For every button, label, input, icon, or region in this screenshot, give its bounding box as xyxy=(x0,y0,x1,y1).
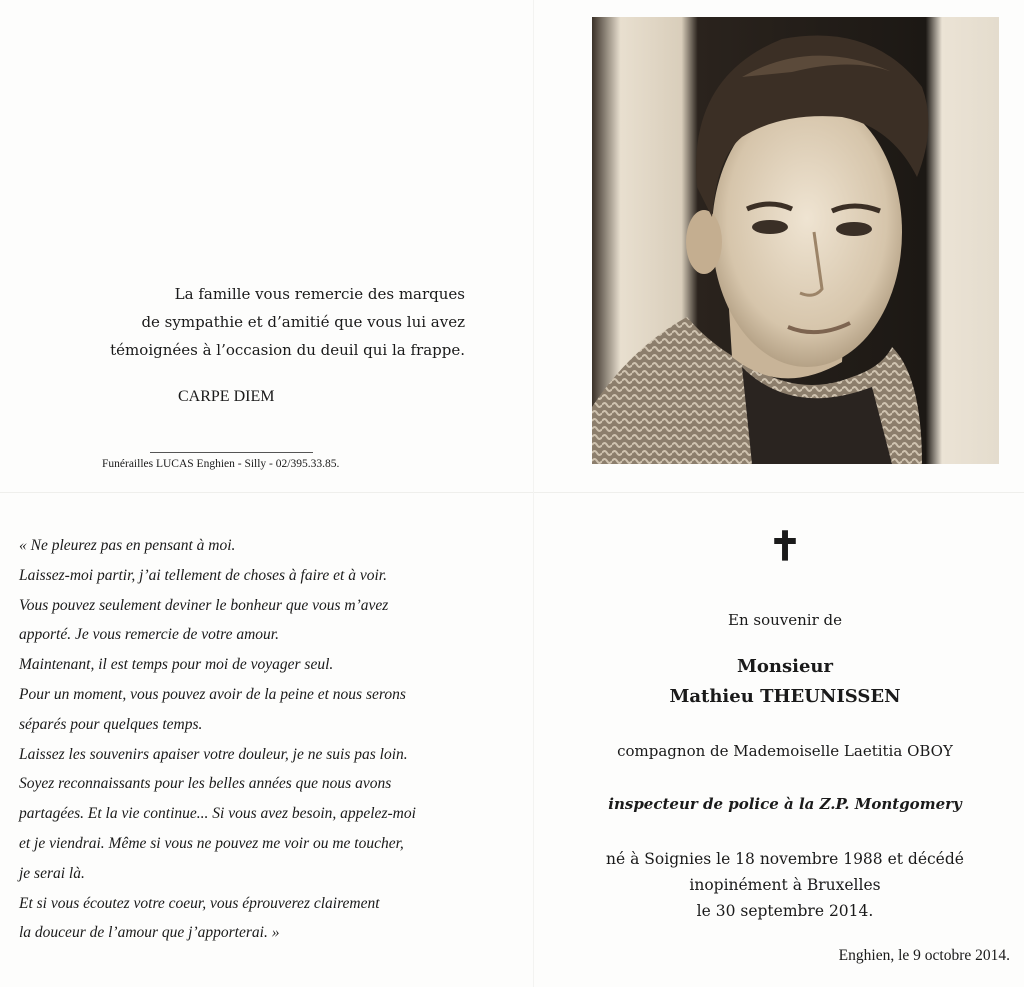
honorific: Monsieur xyxy=(736,656,833,677)
poem-line: je serai là. xyxy=(19,864,85,882)
poem-line: partagées. Et la vie continue... Si vous avez besoin, appelez-moi xyxy=(19,805,416,823)
fold-line-horizontal xyxy=(0,492,1024,493)
cross-icon: ✝ xyxy=(768,523,802,570)
thanks-text xyxy=(60,280,465,364)
birth-death-line: inopinément à Bruxelles xyxy=(689,876,881,894)
funeral-home: Funérailles LUCAS Enghien - Silly - 02/395.33.85. xyxy=(102,458,340,470)
companion-text: compagnon de Mademoiselle Laetitia OBOY xyxy=(617,742,953,760)
divider xyxy=(150,452,313,453)
poem-line: Vous pouvez seulement deviner le bonheur que vous m’avez xyxy=(19,596,389,614)
thanks-line: témoignées à l’occasion du deuil qui la frappe. xyxy=(110,341,465,359)
birth-death-line: le 30 septembre 2014. xyxy=(696,902,874,920)
fold-line-vertical xyxy=(533,0,534,987)
birth-death-line: né à Soignies le 18 novembre 1988 et décédé xyxy=(606,850,964,868)
poem-line: Et si vous écoutez votre coeur, vous éprouverez clairement xyxy=(19,894,380,912)
poem-line: Soyez reconnaissants pour les belles années que nous avons xyxy=(19,775,392,793)
deceased-name: Mathieu THEUNISSEN xyxy=(669,686,901,707)
poem-line: séparés pour quelques temps. xyxy=(19,715,203,733)
poem-line: Maintenant, il est temps pour moi de voyager seul. xyxy=(19,656,334,674)
poem-line: Laissez les souvenirs apaiser votre douleur, je ne suis pas loin. xyxy=(19,745,408,763)
portrait-photo xyxy=(592,17,999,464)
thanks-line: La famille vous remercie des marques xyxy=(174,285,465,303)
poem-line: et je viendrai. Même si vous ne pouvez me voir ou me toucher, xyxy=(19,834,404,852)
poem-line: apporté. Je vous remercie de votre amour. xyxy=(19,626,279,644)
birth-death-text xyxy=(540,846,1024,924)
poem-line: Laissez-moi partir, j’ai tellement de choses à faire et à voir. xyxy=(19,566,387,584)
poem-line: la douceur de l’amour que j’apporterai. » xyxy=(19,924,280,942)
poem xyxy=(19,531,499,948)
place-date: Enghien, le 9 octobre 2014. xyxy=(838,947,1010,964)
poem-line: Pour un moment, vous pouvez avoir de la peine et nous serons xyxy=(19,685,406,703)
poem-line: « Ne pleurez pas en pensant à moi. xyxy=(19,537,236,554)
portrait-illustration xyxy=(592,17,999,464)
thanks-line: de sympathie et d’amitié que vous lui avez xyxy=(141,313,465,331)
in-memory-label: En souvenir de xyxy=(728,611,842,629)
profession-text: inspecteur de police à la Z.P. Montgomery xyxy=(608,795,962,813)
motto: CARPE DIEM xyxy=(178,388,275,405)
